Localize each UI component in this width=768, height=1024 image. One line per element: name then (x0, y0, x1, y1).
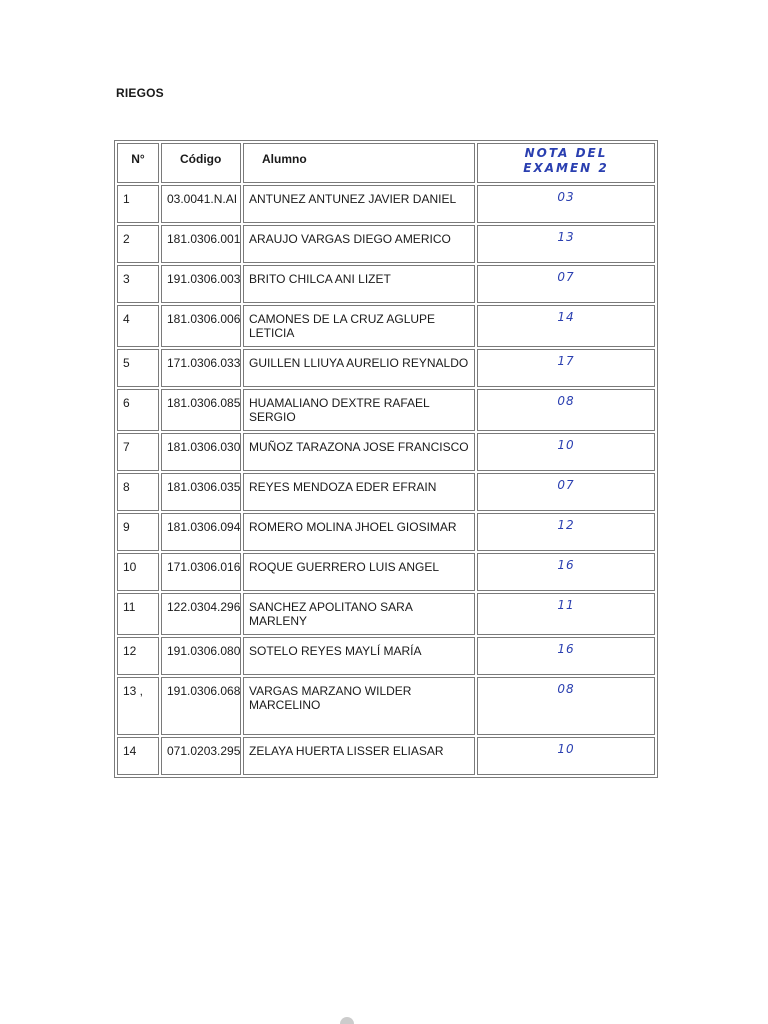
table-row (117, 265, 655, 303)
student-name: HUAMALIANO DEXTRE RAFAEL SERGIO (243, 389, 475, 431)
exam-grade: 10 (477, 737, 655, 775)
student-code: 181.0306.001 (161, 225, 241, 263)
student-name: SOTELO REYES MAYLÍ MARÍA (243, 637, 475, 675)
table-row (117, 553, 655, 591)
student-name: VARGAS MARZANO WILDER MARCELINO (243, 677, 475, 735)
student-code: 191.0306.080 (161, 637, 241, 675)
student-name: ARAUJO VARGAS DIEGO AMERICO (243, 225, 475, 263)
student-name: ZELAYA HUERTA LISSER ELIASAR (243, 737, 475, 775)
student-name: SANCHEZ APOLITANO SARA MARLENY (243, 593, 475, 635)
row-number: 10 (117, 553, 159, 591)
exam-grade: 07 (477, 265, 655, 303)
table-row (117, 225, 655, 263)
student-name: ANTUNEZ ANTUNEZ JAVIER DANIEL (243, 185, 475, 223)
student-name: MUÑOZ TARAZONA JOSE FRANCISCO (243, 433, 475, 471)
student-code: 122.0304.296 (161, 593, 241, 635)
row-number: 3 (117, 265, 159, 303)
page-title: RIEGOS (116, 86, 164, 100)
student-code: 191.0306.068 (161, 677, 241, 735)
row-number: 13 , (117, 677, 159, 735)
scan-mark (340, 1017, 354, 1024)
table-row (117, 593, 655, 635)
student-code: 181.0306.035 (161, 473, 241, 511)
student-name: ROQUE GUERRERO LUIS ANGEL (243, 553, 475, 591)
exam-grade: 03 (477, 185, 655, 223)
student-code: 181.0306.006 (161, 305, 241, 347)
exam-grade: 16 (477, 637, 655, 675)
header-student: Alumno (243, 143, 475, 183)
row-number: 7 (117, 433, 159, 471)
row-number: 2 (117, 225, 159, 263)
row-number: 11 (117, 593, 159, 635)
student-code: 071.0203.295 (161, 737, 241, 775)
table-row (117, 389, 655, 431)
student-code: 181.0306.030 (161, 433, 241, 471)
row-number: 4 (117, 305, 159, 347)
student-code: 181.0306.094 (161, 513, 241, 551)
table-row (117, 305, 655, 347)
student-name: REYES MENDOZA EDER EFRAIN (243, 473, 475, 511)
exam-grade: 11 (477, 593, 655, 635)
header-exam-grade (477, 143, 655, 183)
table-row (117, 185, 655, 223)
exam-grade: 14 (477, 305, 655, 347)
row-number: 9 (117, 513, 159, 551)
row-number: 8 (117, 473, 159, 511)
exam-grade: 16 (477, 553, 655, 591)
header-code: Código (161, 143, 241, 183)
student-code: 181.0306.085 (161, 389, 241, 431)
exam-grade: 13 (477, 225, 655, 263)
row-number: 1 (117, 185, 159, 223)
student-name: BRITO CHILCA ANI LIZET (243, 265, 475, 303)
student-code: 191.0306.003 (161, 265, 241, 303)
table-row (117, 737, 655, 775)
exam-grade: 08 (477, 677, 655, 735)
table-row (117, 637, 655, 675)
row-number: 12 (117, 637, 159, 675)
table-header-row (117, 143, 655, 183)
row-number: 14 (117, 737, 159, 775)
student-code: 171.0306.016 (161, 553, 241, 591)
exam-grade: 10 (477, 433, 655, 471)
student-code: 171.0306.033 (161, 349, 241, 387)
header-exam-grade-line1: NOTA DEL (524, 146, 608, 160)
table-row (117, 513, 655, 551)
header-number: N° (117, 143, 159, 183)
grades-table (114, 140, 658, 778)
student-name: GUILLEN LLIUYA AURELIO REYNALDO (243, 349, 475, 387)
table-body (117, 185, 655, 775)
student-name: CAMONES DE LA CRUZ AGLUPE LETICIA (243, 305, 475, 347)
exam-grade: 12 (477, 513, 655, 551)
row-number: 6 (117, 389, 159, 431)
header-exam-grade-line2: EXAMEN 2 (523, 161, 609, 175)
table-row (117, 473, 655, 511)
exam-grade: 07 (477, 473, 655, 511)
table-row (117, 433, 655, 471)
table-row (117, 677, 655, 735)
student-name: ROMERO MOLINA JHOEL GIOSIMAR (243, 513, 475, 551)
table-row (117, 349, 655, 387)
row-number: 5 (117, 349, 159, 387)
student-code: 03.0041.N.AI (161, 185, 241, 223)
exam-grade: 08 (477, 389, 655, 431)
exam-grade: 17 (477, 349, 655, 387)
